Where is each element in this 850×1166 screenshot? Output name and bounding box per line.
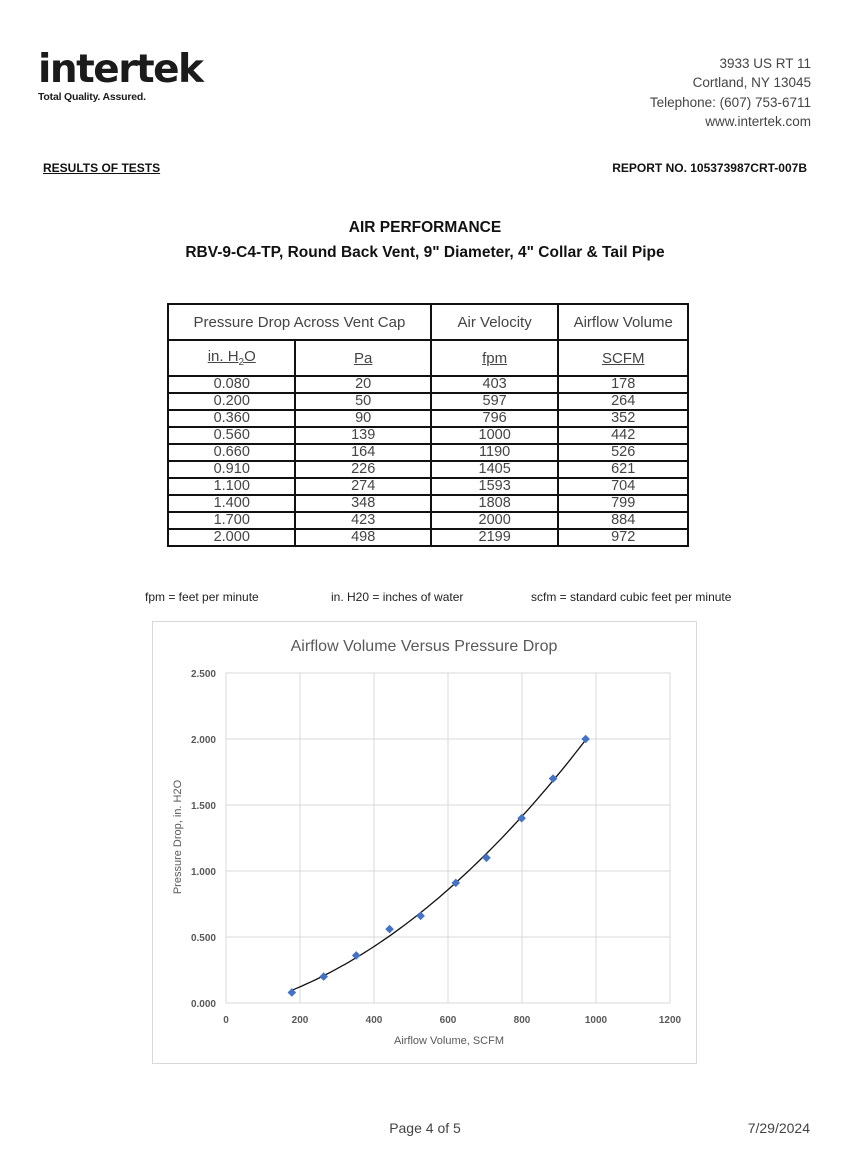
x-tick-label: 400 [365, 1015, 383, 1026]
table-row [168, 495, 688, 512]
table-row [168, 461, 688, 478]
header-air-velocity: Air Velocity [431, 304, 559, 340]
table-cell: 20 [295, 376, 430, 393]
logo-wordmark: intertek [38, 47, 203, 92]
intertek-logo [38, 47, 203, 103]
x-tick-label: 0 [223, 1015, 229, 1026]
table-cell: 1.100 [168, 478, 295, 495]
y-axis-label: Pressure Drop, in. H2O [172, 779, 184, 895]
unit-pa: Pa [295, 340, 430, 376]
table-cell: 2.000 [168, 529, 295, 546]
table-cell: 0.080 [168, 376, 295, 393]
x-tick-label: 600 [439, 1015, 457, 1026]
header-airflow-volume: Airflow Volume [558, 304, 688, 340]
table-row [168, 478, 688, 495]
data-points [288, 735, 590, 997]
note-fpm: fpm = feet per minute [145, 590, 259, 604]
table-row [168, 512, 688, 529]
logo-tagline: Total Quality. Assured. [38, 91, 146, 103]
address-city: Cortland, NY 13045 [692, 75, 811, 91]
airflow-pressure-chart [153, 622, 696, 1063]
table-cell: 526 [558, 444, 688, 461]
table-cell: 0.360 [168, 410, 295, 427]
y-tick-label: 0.500 [190, 933, 216, 944]
table-cell: 90 [295, 410, 430, 427]
results-of-tests-title: RESULTS OF TESTS [43, 161, 161, 175]
trendline [292, 740, 586, 990]
table-row [168, 393, 688, 410]
table-cell: 348 [295, 495, 430, 512]
table-row [168, 410, 688, 427]
air-performance-table [167, 303, 689, 547]
y-tick-label: 0.000 [190, 999, 216, 1010]
page-number: Page 4 of 5 [389, 1120, 461, 1136]
table-cell: 50 [295, 393, 430, 410]
y-axis-ticks [191, 669, 216, 1010]
table-cell: 1405 [431, 461, 559, 478]
table-cell: 884 [558, 512, 688, 529]
chart-title: Airflow Volume Versus Pressure Drop [290, 638, 558, 655]
report-date: 7/29/2024 [747, 1120, 810, 1136]
data-point-marker [482, 854, 491, 863]
table-cell: 164 [295, 444, 430, 461]
table-cell: 0.200 [168, 393, 295, 410]
table-cell: 972 [558, 529, 688, 546]
table-cell: 274 [295, 478, 430, 495]
table-cell: 498 [295, 529, 430, 546]
x-tick-label: 800 [513, 1015, 531, 1026]
table-cell: 0.910 [168, 461, 295, 478]
table-cell: 264 [558, 393, 688, 410]
x-axis-label: Airflow Volume, SCFM [393, 1035, 505, 1047]
table-cell: 1.400 [168, 495, 295, 512]
table-row [168, 376, 688, 393]
table-cell: 0.560 [168, 427, 295, 444]
table-cell: 2199 [431, 529, 559, 546]
address-street: 3933 US RT 11 [719, 56, 811, 71]
table-cell: 1190 [431, 444, 559, 461]
table-row [168, 529, 688, 546]
x-axis-ticks [223, 1015, 681, 1026]
page-title: AIR PERFORMANCE [348, 219, 502, 236]
chart-grid [226, 673, 670, 1003]
data-point-marker [517, 814, 526, 823]
data-point-marker [352, 951, 361, 960]
table-cell: 0.660 [168, 444, 295, 461]
table-cell: 1808 [431, 495, 559, 512]
y-tick-label: 2.000 [190, 735, 216, 746]
table-unit-header-row [168, 340, 688, 376]
y-tick-label: 1.500 [190, 801, 216, 812]
table-cell: 597 [431, 393, 559, 410]
x-tick-label: 200 [291, 1015, 309, 1026]
table-cell: 442 [558, 427, 688, 444]
address-telephone: Telephone: (607) 753-6711 [649, 94, 811, 110]
table-cell: 1.700 [168, 512, 295, 529]
unit-scfm: SCFM [558, 340, 688, 376]
airflow-chart-frame [152, 621, 697, 1064]
table-row [168, 444, 688, 461]
note-scfm: scfm = standard cubic feet per minute [531, 590, 732, 604]
unit-fpm: fpm [431, 340, 559, 376]
table-cell: 799 [558, 495, 688, 512]
address-website[interactable]: www.intertek.com [705, 113, 811, 129]
data-point-marker [416, 912, 425, 921]
table-cell: 2000 [431, 512, 559, 529]
y-tick-label: 2.500 [190, 669, 216, 680]
table-cell: 178 [558, 376, 688, 393]
data-point-marker [549, 774, 558, 783]
report-number: REPORT NO. 105373987CRT-007B [612, 161, 807, 175]
data-point-marker [385, 925, 394, 934]
table-cell: 226 [295, 461, 430, 478]
table-cell: 704 [558, 478, 688, 495]
table-cell: 621 [558, 461, 688, 478]
x-tick-label: 1000 [584, 1015, 608, 1026]
table-cell: 796 [431, 410, 559, 427]
page-subtitle: RBV-9-C4-TP, Round Back Vent, 9" Diameter, 4" Collar & Tail Pipe [185, 244, 665, 261]
table-cell: 1000 [431, 427, 559, 444]
table-group-header-row [168, 304, 688, 340]
table-cell: 352 [558, 410, 688, 427]
company-address [650, 54, 811, 131]
header-pressure-drop: Pressure Drop Across Vent Cap [168, 304, 431, 340]
table-cell: 403 [431, 376, 559, 393]
table-cell: 1593 [431, 478, 559, 495]
note-in-h2o: in. H20 = inches of water [331, 590, 464, 604]
table-cell: 139 [295, 427, 430, 444]
table-cell: 423 [295, 512, 430, 529]
unit-in-h2o: in. $H_2O$ [168, 340, 295, 376]
table-row [168, 427, 688, 444]
y-tick-label: 1.000 [190, 867, 216, 878]
data-point-marker [581, 735, 590, 744]
x-tick-label: 1200 [658, 1015, 682, 1026]
